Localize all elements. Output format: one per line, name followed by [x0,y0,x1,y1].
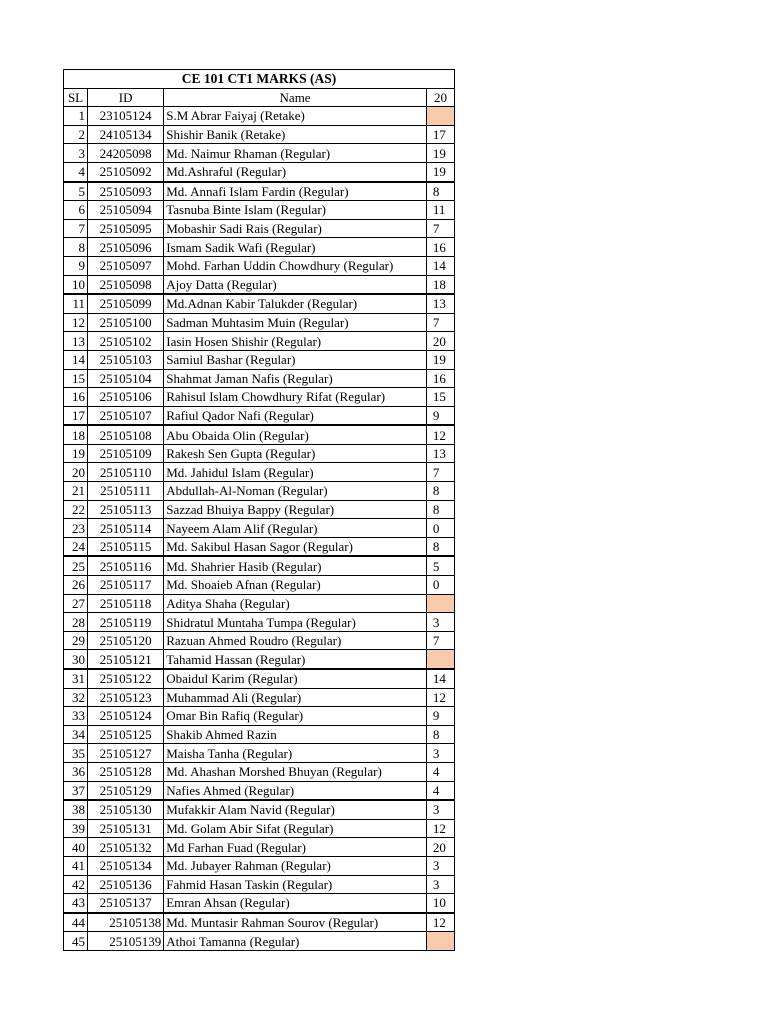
row-mark: 20 [426,838,454,857]
row-sl: 13 [64,332,88,351]
table-row [64,107,455,126]
row-sl: 39 [64,819,88,838]
table-row [64,125,455,144]
row-id: 25105096 [88,238,164,257]
table-row [64,819,455,838]
header-total-marks: 20 [426,88,454,107]
row-id: 25105099 [88,294,164,313]
row-name: Md. Ahashan Morshed Bhuyan (Regular) [164,762,427,781]
row-sl: 34 [64,725,88,744]
table-row [64,650,455,669]
row-name: Md. Annafi Islam Fardin (Regular) [164,182,427,201]
row-id: 25105098 [88,275,164,294]
row-sl: 32 [64,688,88,707]
row-id: 25105100 [88,313,164,332]
row-sl: 19 [64,444,88,463]
row-sl: 31 [64,669,88,688]
row-name: Md. Shahrier Hasib (Regular) [164,556,427,575]
row-id: 25105129 [88,781,164,800]
row-id: 25105104 [88,369,164,388]
row-sl: 16 [64,388,88,407]
row-id: 25105102 [88,332,164,351]
table-row [64,707,455,726]
row-name: Obaidul Karim (Regular) [164,669,427,688]
row-mark: 3 [426,744,454,763]
row-id: 25105109 [88,444,164,463]
row-mark: 8 [426,537,454,556]
row-id: 25105114 [88,519,164,538]
row-sl: 5 [64,182,88,201]
row-mark [426,107,454,126]
row-sl: 15 [64,369,88,388]
table-row [64,800,455,819]
row-name: Md. Shoaieb Afnan (Regular) [164,576,427,595]
row-sl: 27 [64,594,88,613]
table-row [64,182,455,201]
row-sl: 8 [64,238,88,257]
row-sl: 24 [64,537,88,556]
table-row [64,894,455,913]
row-id: 25105094 [88,201,164,220]
row-mark: 7 [426,463,454,482]
row-sl: 4 [64,162,88,181]
row-sl: 26 [64,576,88,595]
row-name: Mohd. Farhan Uddin Chowdhury (Regular) [164,256,427,275]
table-row [64,238,455,257]
row-name: Razuan Ahmed Roudro (Regular) [164,631,427,650]
marks-table [63,69,455,951]
row-name: Mufakkir Alam Navid (Regular) [164,800,427,819]
row-name: Rakesh Sen Gupta (Regular) [164,444,427,463]
row-name: Sadman Muhtasim Muin (Regular) [164,313,427,332]
table-row [64,576,455,595]
table-row [64,556,455,575]
row-id: 25105124 [88,707,164,726]
row-mark: 8 [426,482,454,501]
table-row [64,313,455,332]
table-row [64,256,455,275]
table-row [64,932,455,951]
table-row [64,444,455,463]
table-row [64,350,455,369]
row-name: Nayeem Alam Alif (Regular) [164,519,427,538]
row-id: 25105132 [88,838,164,857]
row-id: 23105124 [88,107,164,126]
table-row [64,275,455,294]
row-sl: 40 [64,838,88,857]
row-mark: 14 [426,256,454,275]
row-mark [426,594,454,613]
row-id: 25105136 [88,875,164,894]
header-name: Name [164,88,427,107]
row-name: Rahisul Islam Chowdhury Rifat (Regular) [164,388,427,407]
row-sl: 42 [64,875,88,894]
row-sl: 3 [64,144,88,163]
row-name: Md. Muntasir Rahman Sourov (Regular) [164,913,427,932]
row-mark: 19 [426,162,454,181]
row-mark: 20 [426,332,454,351]
row-mark: 4 [426,781,454,800]
row-name: Md. Sakibul Hasan Sagor (Regular) [164,537,427,556]
row-mark: 4 [426,762,454,781]
row-name: Tahamid Hassan (Regular) [164,650,427,669]
row-name: Athoi Tamanna (Regular) [164,932,427,951]
row-name: Mobashir Sadi Rais (Regular) [164,219,427,238]
row-id: 25105117 [88,576,164,595]
table-row [64,144,455,163]
row-sl: 44 [64,913,88,932]
row-name: Abdullah-Al-Noman (Regular) [164,482,427,501]
row-name: Shakib Ahmed Razin [164,725,427,744]
row-mark: 13 [426,294,454,313]
table-row [64,369,455,388]
row-mark: 12 [426,819,454,838]
row-sl: 28 [64,613,88,632]
row-name: Md.Adnan Kabir Talukder (Regular) [164,294,427,313]
row-id: 25105138 [88,913,164,932]
row-sl: 43 [64,894,88,913]
row-mark: 12 [426,425,454,444]
row-name: Muhammad Ali (Regular) [164,688,427,707]
row-id: 25105131 [88,819,164,838]
row-id: 25105120 [88,631,164,650]
row-name: Iasin Hosen Shishir (Regular) [164,332,427,351]
row-name: Abu Obaida Olin (Regular) [164,425,427,444]
row-id: 25105123 [88,688,164,707]
row-mark: 16 [426,238,454,257]
header-row [64,88,455,107]
row-id: 25105128 [88,762,164,781]
table-row [64,406,455,425]
row-sl: 17 [64,406,88,425]
row-id: 25105115 [88,537,164,556]
row-name: Aditya Shaha (Regular) [164,594,427,613]
row-mark: 7 [426,313,454,332]
row-id: 25105116 [88,556,164,575]
table-row [64,688,455,707]
row-id: 24105134 [88,125,164,144]
row-mark: 5 [426,556,454,575]
row-id: 25105122 [88,669,164,688]
row-mark: 18 [426,275,454,294]
table-row [64,519,455,538]
row-name: Samiul Bashar (Regular) [164,350,427,369]
table-row [64,162,455,181]
table-row [64,500,455,519]
row-id: 25105107 [88,406,164,425]
row-id: 25105139 [88,932,164,951]
row-id: 25105134 [88,856,164,875]
row-name: Shidratul Muntaha Tumpa (Regular) [164,613,427,632]
row-mark [426,650,454,669]
row-mark: 19 [426,144,454,163]
row-name: Tasnuba Binte Islam (Regular) [164,201,427,220]
row-mark: 9 [426,406,454,425]
table-row [64,725,455,744]
row-sl: 38 [64,800,88,819]
row-mark: 3 [426,856,454,875]
row-name: Md. Golam Abir Sifat (Regular) [164,819,427,838]
row-mark: 8 [426,500,454,519]
row-mark: 7 [426,219,454,238]
header-id: ID [88,88,164,107]
row-id: 25105118 [88,594,164,613]
row-sl: 2 [64,125,88,144]
table-row [64,631,455,650]
row-sl: 7 [64,219,88,238]
row-name: Rafiul Qador Nafi (Regular) [164,406,427,425]
row-sl: 22 [64,500,88,519]
student-rows [64,107,455,951]
row-mark [426,932,454,951]
row-mark: 8 [426,725,454,744]
row-mark: 11 [426,201,454,220]
row-name: Md.Ashraful (Regular) [164,162,427,181]
table-row [64,332,455,351]
row-id: 25105121 [88,650,164,669]
row-mark: 9 [426,707,454,726]
table-row [64,875,455,894]
row-mark: 13 [426,444,454,463]
row-sl: 35 [64,744,88,763]
row-id: 25105127 [88,744,164,763]
row-mark: 0 [426,576,454,595]
table-row [64,294,455,313]
row-sl: 45 [64,932,88,951]
table-row [64,219,455,238]
row-mark: 10 [426,894,454,913]
row-id: 25105110 [88,463,164,482]
row-mark: 3 [426,875,454,894]
table-row [64,537,455,556]
row-mark: 8 [426,182,454,201]
row-id: 25105095 [88,219,164,238]
row-name: Shishir Banik (Retake) [164,125,427,144]
row-sl: 29 [64,631,88,650]
row-sl: 18 [64,425,88,444]
row-mark: 14 [426,669,454,688]
row-sl: 23 [64,519,88,538]
row-mark: 12 [426,688,454,707]
row-sl: 10 [64,275,88,294]
table-row [64,594,455,613]
table-row [64,482,455,501]
row-mark: 3 [426,613,454,632]
row-name: Ismam Sadik Wafi (Regular) [164,238,427,257]
row-sl: 30 [64,650,88,669]
row-name: Ajoy Datta (Regular) [164,275,427,294]
row-sl: 25 [64,556,88,575]
table-row [64,762,455,781]
row-id: 25105106 [88,388,164,407]
row-name: Omar Bin Rafiq (Regular) [164,707,427,726]
row-sl: 6 [64,201,88,220]
row-sl: 1 [64,107,88,126]
row-mark: 12 [426,913,454,932]
row-name: Nafies Ahmed (Regular) [164,781,427,800]
row-id: 25105093 [88,182,164,201]
table-row [64,201,455,220]
table-row [64,463,455,482]
row-name: Sazzad Bhuiya Bappy (Regular) [164,500,427,519]
table-row [64,613,455,632]
row-id: 25105103 [88,350,164,369]
table-row [64,744,455,763]
row-sl: 41 [64,856,88,875]
row-id: 25105097 [88,256,164,275]
table-row [64,856,455,875]
row-name: Fahmid Hasan Taskin (Regular) [164,875,427,894]
row-id: 25105092 [88,162,164,181]
row-sl: 9 [64,256,88,275]
row-name: S.M Abrar Faiyaj (Retake) [164,107,427,126]
sheet-title: CE 101 CT1 MARKS (AS) [64,70,455,89]
row-mark: 19 [426,350,454,369]
header-sl: SL [64,88,88,107]
row-sl: 12 [64,313,88,332]
row-mark: 16 [426,369,454,388]
row-id: 25105119 [88,613,164,632]
row-name: Md. Naimur Rhaman (Regular) [164,144,427,163]
row-sl: 14 [64,350,88,369]
table-row [64,388,455,407]
row-name: Md Farhan Fuad (Regular) [164,838,427,857]
table-row [64,838,455,857]
row-name: Emran Ahsan (Regular) [164,894,427,913]
table-row [64,425,455,444]
row-name: Maisha Tanha (Regular) [164,744,427,763]
row-sl: 20 [64,463,88,482]
row-id: 25105137 [88,894,164,913]
row-mark: 7 [426,631,454,650]
row-sl: 21 [64,482,88,501]
row-name: Md. Jubayer Rahman (Regular) [164,856,427,875]
row-id: 25105113 [88,500,164,519]
table-row [64,781,455,800]
row-id: 24205098 [88,144,164,163]
row-id: 25105125 [88,725,164,744]
title-row [64,70,455,89]
row-mark: 15 [426,388,454,407]
table-row [64,669,455,688]
row-id: 25105108 [88,425,164,444]
table-row [64,913,455,932]
row-mark: 0 [426,519,454,538]
row-name: Md. Jahidul Islam (Regular) [164,463,427,482]
row-mark: 3 [426,800,454,819]
row-name: Shahmat Jaman Nafis (Regular) [164,369,427,388]
row-sl: 11 [64,294,88,313]
row-sl: 36 [64,762,88,781]
row-id: 25105111 [88,482,164,501]
row-id: 25105130 [88,800,164,819]
row-sl: 33 [64,707,88,726]
row-sl: 37 [64,781,88,800]
row-mark: 17 [426,125,454,144]
